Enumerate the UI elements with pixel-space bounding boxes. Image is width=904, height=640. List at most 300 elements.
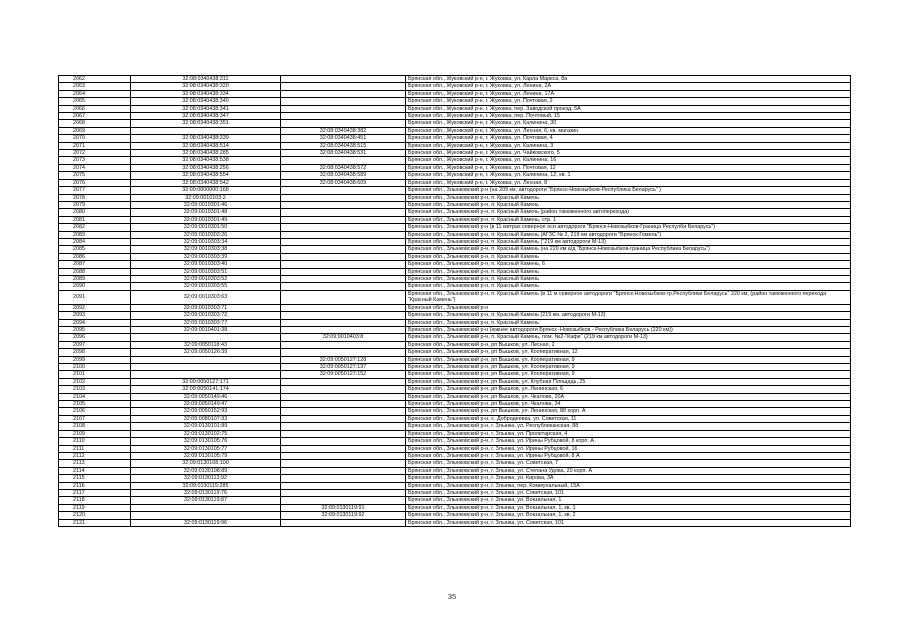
row-number-cell: 2087 (59, 261, 131, 268)
table-row (59, 76, 851, 83)
table-row (59, 261, 851, 268)
address-cell: Брянская обл., Жуковский р-н, г. Жуковка, ул. Чайковского, 5 (406, 150, 851, 157)
table-row (59, 401, 851, 408)
row-number-cell: 2090 (59, 283, 131, 290)
address-cell: Брянская обл., Жуковский р-н, г. Жуковка, ул. Калинина, 12, кв. 1 (406, 172, 851, 179)
row-number-cell: 2068 (59, 120, 131, 127)
related-cadastral-number-cell (281, 275, 406, 282)
cadastral-number-cell: 32:09:0010301:49 (131, 216, 281, 223)
cadastral-number-cell: 32:08:0340438:334 (131, 90, 281, 97)
cadastral-number-cell: 32:08:0340438:320 (131, 83, 281, 90)
cadastral-number-cell: 32:09:0050118:43 (131, 341, 281, 348)
address-cell: Брянская обл., Злынковский р-н (южнее автодороги Брянск -Новозыбков - Республика Беларусь (220 км)) (406, 327, 851, 334)
table-row (59, 179, 851, 186)
related-cadastral-number-cell (281, 467, 406, 474)
row-number-cell: 2065 (59, 98, 131, 105)
related-cadastral-number-cell (281, 209, 406, 216)
related-cadastral-number-cell (281, 430, 406, 437)
address-cell: Брянская обл., Злынковский р-н, г. Злынка, ул. Советская, 101 (406, 489, 851, 496)
table-row (59, 113, 851, 120)
table-row (59, 209, 851, 216)
address-cell: Брянская обл., Злынковский р-н, рп Вышков, ул. Ленинская, 88 корп. А (406, 408, 851, 415)
related-cadastral-number-cell (281, 76, 406, 83)
table-row (59, 482, 851, 489)
related-cadastral-number-cell (281, 98, 406, 105)
row-number-cell: 2100 (59, 364, 131, 371)
table-row (59, 349, 851, 356)
address-cell: Брянская обл., Злынковский р-н, п. Красный Камень (406, 194, 851, 201)
cadastral-number-cell: 32:09:0130113:92 (131, 475, 281, 482)
address-cell: Брянская обл., Жуковский р-н, г. Жуковка, ул. Калинина, 3 (406, 142, 851, 149)
related-cadastral-number-cell (281, 224, 406, 231)
cadastral-number-cell: 32:09:0130105:76 (131, 438, 281, 445)
table-row (59, 268, 851, 275)
cadastral-number-cell: 32:09:0050149:46 (131, 393, 281, 400)
row-number-cell: 2085 (59, 246, 131, 253)
related-cadastral-number-cell: 32:09:0010403:8 (281, 334, 406, 341)
cadastral-number-cell: 32:09:0050141:174 (131, 386, 281, 393)
table-row (59, 142, 851, 149)
address-cell: Брянская обл., Злынковский р-н, п. Красный Камень (406, 275, 851, 282)
cadastral-number-cell: 32:09:0050127:171 (131, 378, 281, 385)
related-cadastral-number-cell (281, 393, 406, 400)
row-number-cell: 2114 (59, 467, 131, 474)
address-cell: Брянская обл., Злынковский р-н, г. Злынка, ул. Пролетарская, 4 (406, 430, 851, 437)
related-cadastral-number-cell (281, 482, 406, 489)
address-cell: Брянская обл., Злынковский р-н, п. Красный Камень (406, 253, 851, 260)
address-cell: Брянская обл., Злынковский р-н, рп Вышков, ул. Кооперативная, 9 (406, 371, 851, 378)
cadastral-number-cell: 32:09:0130101:89 (131, 423, 281, 430)
address-cell: Брянская обл., Жуковский р-н, г. Жуковка, ул. Почтовая, 4 (406, 135, 851, 142)
cadastral-number-cell (131, 356, 281, 363)
row-number-cell: 2077 (59, 187, 131, 194)
address-cell: Брянская обл., Жуковский р-н, г. Жуковка, ул. Почтовая, 12 (406, 164, 851, 171)
table-row (59, 90, 851, 97)
cadastral-number-cell: 32:09:0010103:2 (131, 194, 281, 201)
table-row (59, 371, 851, 378)
related-cadastral-number-cell (281, 423, 406, 430)
table-row (59, 157, 851, 164)
address-cell: Брянская обл., Злынковский р-н, рп Вышков, ул. Кооперативная, 9 (406, 364, 851, 371)
related-cadastral-number-cell (281, 475, 406, 482)
row-number-cell: 2066 (59, 105, 131, 112)
address-cell: Брянская обл., Злынковский р-н, рп Вышков, ул. Чкалова, 34 (406, 401, 851, 408)
table-row (59, 127, 851, 134)
page-number: 35 (447, 592, 457, 601)
row-number-cell: 2118 (59, 497, 131, 504)
table-row (59, 164, 851, 171)
address-cell: Брянская обл., Злынковский р-н, г. Злынка, ул. Ирины Рубцовой, 8 корп. А (406, 438, 851, 445)
address-cell: Брянская обл., Злынковский р-н, с. Добродеевка, ул. Советская, 11 (406, 415, 851, 422)
address-cell: Брянская обл., Злынковский р-н, г. Злынка, пер. Коммунальный, 15А (406, 482, 851, 489)
table-row (59, 504, 851, 511)
address-cell: Брянская обл., Злынковский р-н, п. Красный Камень (406, 201, 851, 208)
row-number-cell: 2080 (59, 209, 131, 216)
table-row (59, 253, 851, 260)
cadastral-number-cell: 32:08:0340438:339 (131, 135, 281, 142)
cadastral-number-cell: 32:09:0130119:76 (131, 489, 281, 496)
row-number-cell: 2110 (59, 438, 131, 445)
row-number-cell: 2109 (59, 430, 131, 437)
cadastral-number-cell: 32:09:0010303:72 (131, 312, 281, 319)
related-cadastral-number-cell (281, 497, 406, 504)
related-cadastral-number-cell (281, 460, 406, 467)
cadastral-number-cell (131, 334, 281, 341)
table-row (59, 364, 851, 371)
row-number-cell: 2106 (59, 408, 131, 415)
row-number-cell: 2096 (59, 334, 131, 341)
related-cadastral-number-cell (281, 194, 406, 201)
row-number-cell: 2076 (59, 179, 131, 186)
address-cell: Брянская обл., Злынковский р-н, п. Красный Камень (406, 283, 851, 290)
cadastral-number-cell: 32:08:0340438:256 (131, 164, 281, 171)
cadastral-number-cell: 32:08:0340438:285 (131, 150, 281, 157)
row-number-cell: 2062 (59, 76, 131, 83)
cadastral-number-cell: 32:09:0010301:46 (131, 201, 281, 208)
related-cadastral-number-cell (281, 253, 406, 260)
row-number-cell: 2064 (59, 90, 131, 97)
related-cadastral-number-cell (281, 238, 406, 245)
table-row (59, 430, 851, 437)
related-cadastral-number-cell: 32:08:0340438:572 (281, 164, 406, 171)
address-cell: Брянская обл., Злынковский р-н, г. Злынка, ул. Ирины Рубцовой, 8 А (406, 452, 851, 459)
row-number-cell: 2079 (59, 201, 131, 208)
address-cell: Брянская обл., Злынковский р-н, п. Красный Камень (АГЗС № 2, 219 км автодороги "Брянск-Гомель") (406, 231, 851, 238)
table-row (59, 438, 851, 445)
address-cell: Брянская обл., Злынковский р-н, п. Красный Камень (406, 319, 851, 326)
cadastral-number-cell: 32:09:0010303:40 (131, 261, 281, 268)
related-cadastral-number-cell: 32:09:0050127:137 (281, 364, 406, 371)
cadastral-number-cell: 32:09:0130102:75 (131, 430, 281, 437)
row-number-cell: 2104 (59, 393, 131, 400)
related-cadastral-number-cell (281, 268, 406, 275)
related-cadastral-number-cell (281, 319, 406, 326)
row-number-cell: 2111 (59, 445, 131, 452)
address-cell: Брянская обл., Злынковский р-н, г. Злынка, ул. Вокзальная, 1 (406, 497, 851, 504)
address-cell: Брянская обл., Злынковский р-н, п. Красный Камень, стр. 1 (406, 216, 851, 223)
table-row (59, 386, 851, 393)
cadastral-number-cell: 32:09:0010303:77 (131, 319, 281, 326)
address-cell: Брянская обл., Злынковский р-н, п. Красный Камень (406, 268, 851, 275)
cadastral-number-cell: 32:08:0340438:347 (131, 113, 281, 120)
related-cadastral-number-cell: 32:09:0050127:128 (281, 356, 406, 363)
address-cell: Брянская обл., Злынковский р-н, г. Злынка, ул. Вокзальная, 1, кв. 2 (406, 512, 851, 519)
cadastral-number-cell: 32:09:0130108:100 (131, 460, 281, 467)
address-cell: Брянская обл., Злынковский р-н, рп Вышков, ул. Кооперативная, 12 (406, 349, 851, 356)
table-row (59, 415, 851, 422)
address-cell: Брянская обл., Жуковский р-н, г. Жуковка, ул. Ленина, 17А (406, 90, 851, 97)
row-number-cell: 2113 (59, 460, 131, 467)
row-number-cell: 2073 (59, 157, 131, 164)
table-row (59, 312, 851, 319)
table-row (59, 187, 851, 194)
table-row (59, 489, 851, 496)
related-cadastral-number-cell (281, 283, 406, 290)
cadastral-number-cell (131, 371, 281, 378)
table-row (59, 356, 851, 363)
table-row (59, 327, 851, 334)
address-cell: Брянская обл., Злынковский р-н, г. Злынка, ул. Вокзальная, 1, кв. 1 (406, 504, 851, 511)
address-cell: Брянская обл., Злынковский р-н, г. Злынка, ул. Республиканская, 88 (406, 423, 851, 430)
address-cell: Брянская обл., Злынковский р-н (на 209 км. автодороги "Брянск-Новозыбков-Республика Беларусь" ) (406, 187, 851, 194)
address-cell: Брянская обл., Злынковский р-н, п. Красный Камень ("219 км автодороги М-13) (406, 238, 851, 245)
row-number-cell: 2119 (59, 504, 131, 511)
row-number-cell: 2083 (59, 231, 131, 238)
address-cell: Брянская обл., Злынковский р-н, п. Красный Камень (219 км. автодороги М-13) (406, 312, 851, 319)
row-number-cell: 2121 (59, 519, 131, 526)
related-cadastral-number-cell (281, 246, 406, 253)
address-cell: Брянская обл., Злынковский р-н, рп Вышков, ул. Кооперативная, 9 (406, 356, 851, 363)
table-row (59, 452, 851, 459)
cadastral-number-cell: 32:09:0130108:89 (131, 467, 281, 474)
table-row (59, 497, 851, 504)
cadastral-number-cell: 32:09:0010303:38 (131, 246, 281, 253)
row-number-cell: 2116 (59, 482, 131, 489)
table-row (59, 290, 851, 304)
row-number-cell: 2084 (59, 238, 131, 245)
cadastral-number-cell: 32:09:0130115:285 (131, 482, 281, 489)
related-cadastral-number-cell (281, 386, 406, 393)
table-row (59, 319, 851, 326)
address-cell: Брянская обл., Злынковский р-н, г. Злынка, ул. Степана Удова, 20 корп. А (406, 467, 851, 474)
table-row (59, 231, 851, 238)
related-cadastral-number-cell (281, 312, 406, 319)
related-cadastral-number-cell (281, 401, 406, 408)
row-number-cell: 2120 (59, 512, 131, 519)
table-row (59, 216, 851, 223)
address-cell: Брянская обл., Злынковский р-н, п. Красный Камень, 6 (406, 261, 851, 268)
cadastral-number-cell: 32:09:0080107:33 (131, 415, 281, 422)
table-row (59, 105, 851, 112)
related-cadastral-number-cell (281, 304, 406, 311)
table-row (59, 445, 851, 452)
cadastral-number-cell: 32:09:0010303:26 (131, 231, 281, 238)
cadastral-number-cell: 32:08:0340438:514 (131, 142, 281, 149)
table-row (59, 201, 851, 208)
related-cadastral-number-cell: 32:08:0340438:451 (281, 135, 406, 142)
related-cadastral-number-cell (281, 201, 406, 208)
row-number-cell: 2097 (59, 341, 131, 348)
row-number-cell: 2095 (59, 327, 131, 334)
address-cell: Брянская обл., Жуковский р-н, г. Жуковка, ул. Лесная, 8 (406, 179, 851, 186)
cadastral-number-cell: 32:09:0130105:79 (131, 452, 281, 459)
related-cadastral-number-cell (281, 408, 406, 415)
row-number-cell: 2074 (59, 164, 131, 171)
table-row (59, 341, 851, 348)
table-row (59, 512, 851, 519)
row-number-cell: 2093 (59, 312, 131, 319)
cadastral-number-cell (131, 512, 281, 519)
cadastral-number-cell: 32:09:0010303:39 (131, 253, 281, 260)
cadastral-number-cell: 32:09:0010303:55 (131, 283, 281, 290)
row-number-cell: 2089 (59, 275, 131, 282)
table-row (59, 467, 851, 474)
related-cadastral-number-cell (281, 445, 406, 452)
related-cadastral-number-cell: 32:08:0340438:609 (281, 179, 406, 186)
table-row (59, 83, 851, 90)
row-number-cell: 2086 (59, 253, 131, 260)
row-number-cell: 2078 (59, 194, 131, 201)
related-cadastral-number-cell (281, 341, 406, 348)
table-row (59, 378, 851, 385)
cadastral-number-cell: 32:08:0340438:538 (131, 157, 281, 164)
cadastral-number-cell: 32:09:0010301:50 (131, 224, 281, 231)
row-number-cell: 2082 (59, 224, 131, 231)
address-cell: Брянская обл., Злынковский р-н, г. Злынка, ул. Советская, 7 (406, 460, 851, 467)
address-cell: Брянская обл., Злынковский р-н, г. Злынка, ул. Советская, 101 (406, 519, 851, 526)
table-row (59, 150, 851, 157)
table-row (59, 519, 851, 526)
cadastral-number-cell (131, 127, 281, 134)
address-cell: Брянская обл., Злынковский р-н, рп Вышков, ул. Лесная, 2 (406, 341, 851, 348)
table-row (59, 475, 851, 482)
row-number-cell: 2108 (59, 423, 131, 430)
related-cadastral-number-cell (281, 415, 406, 422)
table-row (59, 246, 851, 253)
table-row (59, 275, 851, 282)
address-cell: Брянская обл., Злынковский р-н, п. Красный Камень, пом. №2-"Кафе" (219 км автодороги М-13) (406, 334, 851, 341)
address-cell: Брянская обл., Злынковский р-н, г. Злынка, ул. Ирины Рубцовой, 16 (406, 445, 851, 452)
cadastral-number-cell: 32:09:0130105:77 (131, 445, 281, 452)
related-cadastral-number-cell (281, 290, 406, 304)
address-cell: Брянская обл., Жуковский р-н, г. Жуковка, ул. Почтовая, 2 (406, 98, 851, 105)
row-number-cell: 2112 (59, 452, 131, 459)
row-number-cell: 2091 (59, 290, 131, 304)
row-number-cell: 2094 (59, 319, 131, 326)
row-number-cell: 2103 (59, 386, 131, 393)
address-cell: Брянская обл., Злынковский р-н, г. Злынка, ул. Кирова, 3А (406, 475, 851, 482)
address-cell: Брянская обл., Злынковский р-н, п. Красный Камень (на 220 км а/д "Брянск-Новозыбков-граница Республика Беларусь") (406, 246, 851, 253)
cadastral-number-cell: 32:09:0010303:71 (131, 304, 281, 311)
row-number-cell: 2081 (59, 216, 131, 223)
cadastral-number-cell: 32:08:0340438:340 (131, 98, 281, 105)
property-table (58, 75, 851, 527)
address-cell: Брянская обл., Злынковский р-н, п. Красный Камень (в 11 м северное автодороги "Брянск-Новозыбков-гр.Республики Беларусь" 220 км, (район таможенного перехода "Красный Камень") (406, 290, 851, 304)
address-cell: Брянская обл., Злынковский р-н, п. Красный Камень (район таможенного автоперехода) (406, 209, 851, 216)
related-cadastral-number-cell (281, 261, 406, 268)
related-cadastral-number-cell: 32:08:0340438:515 (281, 142, 406, 149)
table-row (59, 408, 851, 415)
table-row (59, 120, 851, 127)
related-cadastral-number-cell (281, 105, 406, 112)
related-cadastral-number-cell: 32:09:0050127:152 (281, 371, 406, 378)
table-row (59, 283, 851, 290)
row-number-cell: 2072 (59, 150, 131, 157)
related-cadastral-number-cell (281, 438, 406, 445)
cadastral-number-cell: 32:09:0010303:52 (131, 275, 281, 282)
related-cadastral-number-cell: 32:08:0340438:382 (281, 127, 406, 134)
cadastral-number-cell: 32:09:0130119:96 (131, 519, 281, 526)
related-cadastral-number-cell (281, 519, 406, 526)
address-cell: Брянская обл., Жуковский р-н, г. Жуковка, ул. Карла Маркса, 8а (406, 76, 851, 83)
address-cell: Брянская обл., Жуковский р-н, г. Жуковка, ул. Лесная, 6, кв. магазин (406, 127, 851, 134)
row-number-cell: 2088 (59, 268, 131, 275)
table-row (59, 224, 851, 231)
related-cadastral-number-cell (281, 120, 406, 127)
cadastral-number-cell: 32:09:0010301:48 (131, 209, 281, 216)
related-cadastral-number-cell: 32:08:0340438:531 (281, 150, 406, 157)
related-cadastral-number-cell: 32:09:0130119:92 (281, 512, 406, 519)
row-number-cell: 2075 (59, 172, 131, 179)
related-cadastral-number-cell (281, 327, 406, 334)
row-number-cell: 2067 (59, 113, 131, 120)
row-number-cell: 2069 (59, 127, 131, 134)
cadastral-number-cell: 32:09:0010303:34 (131, 238, 281, 245)
address-cell: Брянская обл., Злынковский р-н, рп Вышков, ул. Чкалова, 20А (406, 393, 851, 400)
related-cadastral-number-cell (281, 90, 406, 97)
cadastral-number-cell: 32:09:0000000:168 (131, 187, 281, 194)
related-cadastral-number-cell (281, 489, 406, 496)
table-row (59, 238, 851, 245)
address-cell: Брянская обл., Жуковский р-н, г. Жуковка, пер. Почтовый, 15 (406, 113, 851, 120)
row-number-cell: 2098 (59, 349, 131, 356)
table-row (59, 98, 851, 105)
row-number-cell: 2101 (59, 371, 131, 378)
related-cadastral-number-cell (281, 157, 406, 164)
cadastral-number-cell: 32:09:0130119:87 (131, 497, 281, 504)
address-cell: Брянская обл., Жуковский р-н, г. Жуковка, ул. Калинина, 16 (406, 157, 851, 164)
address-cell: Брянская обл., Жуковский р-н, г. Жуковка, ул. Калинина, 30 (406, 120, 851, 127)
row-number-cell: 2107 (59, 415, 131, 422)
table-row (59, 172, 851, 179)
row-number-cell: 2092 (59, 304, 131, 311)
cadastral-number-cell: 32:08:0340438:351 (131, 120, 281, 127)
table-row (59, 423, 851, 430)
row-number-cell: 2117 (59, 489, 131, 496)
cadastral-number-cell: 32:08:0340438:554 (131, 172, 281, 179)
cadastral-number-cell: 32:09:0010401:38 (131, 327, 281, 334)
related-cadastral-number-cell (281, 216, 406, 223)
related-cadastral-number-cell (281, 83, 406, 90)
table-row (59, 194, 851, 201)
related-cadastral-number-cell: 32:09:0130119:91 (281, 504, 406, 511)
table-row (59, 393, 851, 400)
table-row (59, 135, 851, 142)
row-number-cell: 2071 (59, 142, 131, 149)
cadastral-number-cell: 32:09:0050152:93 (131, 408, 281, 415)
related-cadastral-number-cell (281, 378, 406, 385)
related-cadastral-number-cell (281, 113, 406, 120)
cadastral-number-cell: 32:08:0340438:341 (131, 105, 281, 112)
cadastral-number-cell: 32:08:0340438:311 (131, 76, 281, 83)
cadastral-number-cell: 32:09:0010303:51 (131, 268, 281, 275)
related-cadastral-number-cell: 32:08:0340438:589 (281, 172, 406, 179)
related-cadastral-number-cell (281, 452, 406, 459)
address-cell: Брянская обл., Злынковский р-н (406, 304, 851, 311)
row-number-cell: 2115 (59, 475, 131, 482)
table-row (59, 334, 851, 341)
cadastral-number-cell: 32:09:0050126:39 (131, 349, 281, 356)
address-cell: Брянская обл., Жуковский р-н, г. Жуковка, ул. Ленина, 2А (406, 83, 851, 90)
row-number-cell: 2105 (59, 401, 131, 408)
address-cell: Брянская обл., Жуковский р-н, г. Жуковка, пер. Заводской проезд, 5А (406, 105, 851, 112)
related-cadastral-number-cell (281, 349, 406, 356)
row-number-cell: 2102 (59, 378, 131, 385)
table-body (59, 76, 851, 527)
related-cadastral-number-cell (281, 187, 406, 194)
row-number-cell: 2099 (59, 356, 131, 363)
table-row (59, 304, 851, 311)
table-row (59, 460, 851, 467)
address-cell: Брянская обл., Злынковский р-н, рп Вышков, ул. Клубная Площадь, 25 (406, 378, 851, 385)
address-cell: Брянская обл., Злынковский р-н (в 11 метрах северное оси автодороги "Брянск-Новозыбков-Граница Респулби Беларусь") (406, 224, 851, 231)
address-cell: Брянская обл., Злынковский р-н, рп Вышков, ул. Ленинская, 6 (406, 386, 851, 393)
row-number-cell: 2063 (59, 83, 131, 90)
cadastral-number-cell (131, 364, 281, 371)
related-cadastral-number-cell (281, 231, 406, 238)
cadastral-number-cell (131, 504, 281, 511)
cadastral-number-cell: 32:09:0050149:47 (131, 401, 281, 408)
